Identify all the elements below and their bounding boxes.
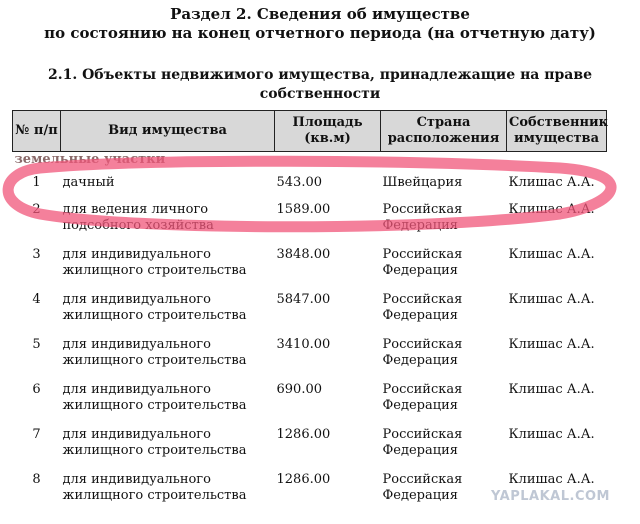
column-header-owner: Собственник имущества — [507, 111, 607, 152]
cell-area: 3410.00 — [276, 337, 331, 352]
cell-number: 2 — [32, 202, 41, 217]
cell-property-type: для индивидуального жилищного строительства — [62, 292, 247, 323]
cell-owner: Клишас А.А. — [508, 382, 595, 397]
cell-number: 1 — [32, 175, 41, 190]
cell-number: 3 — [32, 247, 41, 262]
section-title: Раздел 2. Сведения об имуществе — [170, 5, 470, 23]
column-header-area: Площадь (кв.м) — [275, 111, 381, 152]
cell-area: 690.00 — [276, 382, 322, 397]
cell-property-type: для ведения личного подсобного хозяйства — [62, 202, 214, 233]
cell-property-type: для индивидуального жилищного строительства — [62, 427, 247, 458]
cell-number: 6 — [32, 382, 41, 397]
cell-country: Российская Федерация — [382, 292, 463, 323]
cell-property-type: для индивидуального жилищного строительства — [62, 382, 247, 413]
table-row — [13, 337, 607, 382]
table-header-row — [13, 111, 607, 152]
column-header-type: Вид имущества — [61, 111, 275, 152]
cell-owner: Клишас А.А. — [508, 427, 595, 442]
cell-number: 7 — [32, 427, 41, 442]
cell-area: 5847.00 — [276, 292, 331, 307]
cell-country: Российская Федерация — [382, 427, 463, 458]
cell-country: Российская Федерация — [382, 382, 463, 413]
cell-number: 8 — [32, 472, 41, 487]
cell-number: 5 — [32, 337, 41, 352]
cell-country: Российская Федерация — [382, 202, 463, 233]
column-header-number: № п/п — [13, 111, 61, 152]
column-header-country: Страна расположения — [381, 111, 507, 152]
table-row — [13, 427, 607, 472]
table-row — [13, 169, 607, 202]
table-row — [13, 202, 607, 247]
watermark-logo: YAPLAKAL.COM — [491, 489, 610, 504]
property-table — [12, 110, 607, 517]
cell-country: Российская Федерация — [382, 337, 463, 368]
cell-owner: Клишас А.А. — [508, 247, 595, 262]
cell-owner: Клишас А.А. — [508, 175, 595, 190]
cell-area: 1286.00 — [276, 427, 331, 442]
table-row — [13, 382, 607, 427]
section-subtitle: по состоянию на конец отчетного периода (на отчетную дату) — [44, 24, 596, 42]
cell-country: Российская Федерация — [382, 472, 463, 503]
cell-country: Швейцария — [382, 175, 463, 190]
cell-property-type: для индивидуального жилищного строительства — [62, 472, 247, 503]
group-row — [13, 152, 607, 170]
cell-owner: Клишас А.А. — [508, 202, 595, 217]
subsection-title: 2.1. Объекты недвижимого имущества, принадлежащие на праве собственности — [48, 67, 592, 102]
cell-property-type: дачный — [62, 175, 115, 190]
cell-owner: Клишас А.А. — [508, 472, 595, 487]
cell-country: Российская Федерация — [382, 247, 463, 278]
table-row — [13, 292, 607, 337]
table-row — [13, 247, 607, 292]
cell-number: 4 — [32, 292, 41, 307]
cell-area: 1286.00 — [276, 472, 331, 487]
group-label: земельные участки — [14, 152, 166, 167]
cell-owner: Клишас А.А. — [508, 337, 595, 352]
cell-property-type: для индивидуального жилищного строительства — [62, 337, 247, 368]
cell-owner: Клишас А.А. — [508, 292, 595, 307]
cell-area: 543.00 — [276, 175, 322, 190]
cell-area: 1589.00 — [276, 202, 331, 217]
cell-area: 3848.00 — [276, 247, 331, 262]
cell-property-type: для индивидуального жилищного строительства — [62, 247, 247, 278]
